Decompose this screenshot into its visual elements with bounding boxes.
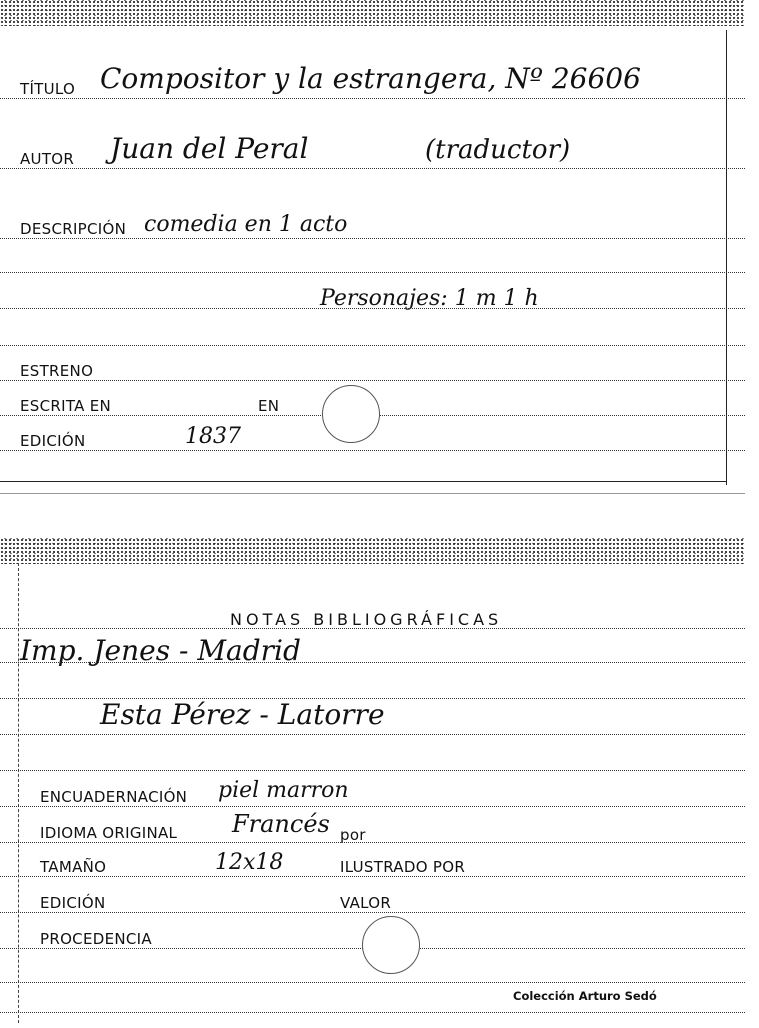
- catalog-card-top: [0, 0, 745, 495]
- descripcion-value: comedia en 1 acto: [144, 212, 348, 237]
- edicion-label: EDICIÓN: [20, 432, 86, 450]
- notes-line2: Esta Pérez - Latorre: [100, 698, 385, 731]
- heading-line: [0, 628, 745, 629]
- autor-value: Juan del Peral: [110, 132, 309, 165]
- ilustrado-label: ILUSTRADO POR: [340, 858, 466, 876]
- personajes-line: [0, 308, 745, 309]
- encuadernacion-label: ENCUADERNACIÓN: [40, 788, 188, 806]
- punch-hole-2: [362, 916, 420, 974]
- notes-line-c: [0, 734, 745, 735]
- descripcion-line: [0, 238, 745, 239]
- blank-line: [0, 272, 745, 273]
- titulo-value: Compositor y la estrangera, Nº 26606: [100, 62, 641, 95]
- notes-line-a: [0, 662, 745, 663]
- card-top-edge-texture: [0, 0, 745, 26]
- encuadernacion-value: piel marron: [218, 778, 349, 803]
- estreno-line: [0, 380, 745, 381]
- tamano-value: 12x18: [215, 850, 284, 875]
- autor-role: (traductor): [425, 135, 571, 165]
- en-label: EN: [258, 397, 280, 415]
- edicion-label-2: EDICIÓN: [40, 894, 106, 912]
- card-top-bottom-line: [0, 481, 726, 482]
- encuadernacion-line: [0, 806, 745, 807]
- titulo-line: [0, 98, 745, 99]
- estreno-label: ESTRENO: [20, 362, 94, 380]
- procedencia-label: PROCEDENCIA: [40, 930, 152, 948]
- edicion-line-2: [0, 912, 745, 913]
- spacer-line: [0, 345, 745, 346]
- autor-line: [0, 168, 745, 169]
- tamano-label: TAMAÑO: [40, 858, 107, 876]
- card-bottom-edge-texture: [0, 538, 745, 564]
- punch-hole: [322, 385, 380, 443]
- notas-heading: NOTAS BIBLIOGRÁFICAS: [230, 610, 503, 629]
- por-label: por: [340, 826, 366, 844]
- escrita-label: ESCRITA EN: [20, 397, 112, 415]
- bottom-line: [0, 1012, 745, 1013]
- card-separator: [0, 493, 745, 494]
- edicion-line: [0, 450, 745, 451]
- idioma-line: [0, 842, 745, 843]
- valor-label: VALOR: [340, 894, 392, 912]
- edicion-value: 1837: [185, 424, 241, 449]
- catalog-card-bottom: [0, 538, 745, 1028]
- idioma-label: IDIOMA ORIGINAL: [40, 824, 178, 842]
- card-left-border: [18, 563, 19, 1023]
- autor-label: AUTOR: [20, 150, 75, 168]
- last-line: [0, 982, 745, 983]
- notes-line1: Imp. Jenes - Madrid: [20, 634, 301, 667]
- tamano-line: [0, 876, 745, 877]
- idioma-value: Francés: [232, 810, 330, 838]
- personajes-value: Personajes: 1 m 1 h: [320, 286, 539, 311]
- descripcion-label: DESCRIPCIÓN: [20, 220, 127, 238]
- titulo-label: TÍTULO: [20, 80, 76, 98]
- collection-footer: Colección Arturo Sedó: [513, 989, 657, 1003]
- notes-line-d: [0, 770, 745, 771]
